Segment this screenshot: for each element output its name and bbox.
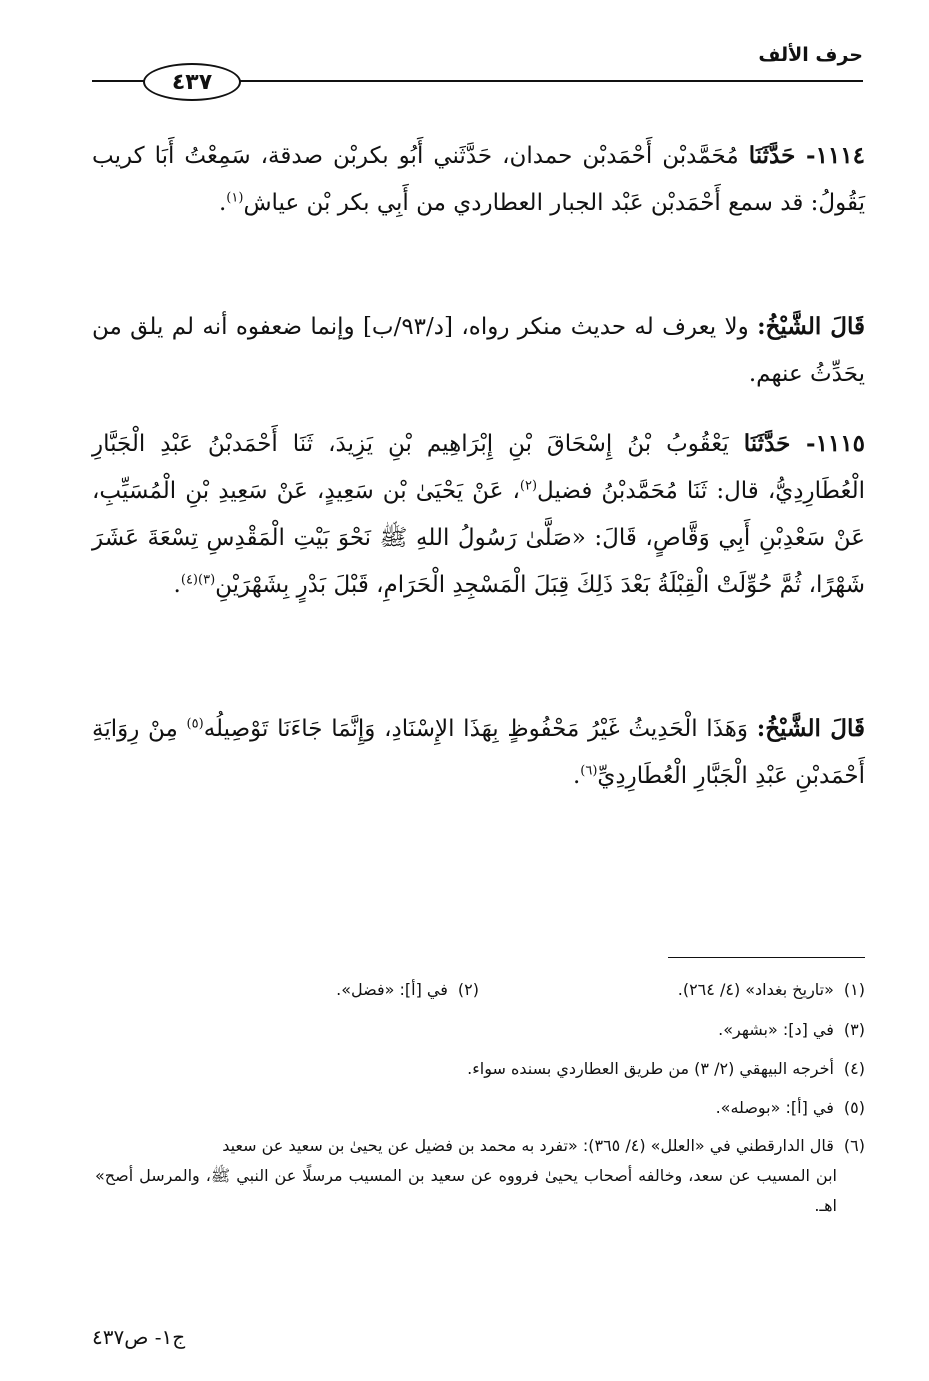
footnote-1-num: (١) [843, 980, 865, 999]
sheikh-comment-2-lead: قَالَ الشَّيْخُ: [756, 715, 865, 742]
sheikh-comment-1 [92, 303, 865, 398]
footnote-1-text: «تاريخ بغداد» (٤/ ٢٦٤). [677, 980, 834, 999]
running-header-title: حرف الألف [758, 44, 863, 66]
footnote-5-text: في [أ]: «بوصله». [715, 1098, 834, 1117]
footnote-6 [95, 1131, 865, 1221]
sheikh-comment-2-text-b: مِنْ رِوَايَةِ أَحْمَدبْنِ عَبْدِ الْجَبَّارِ الْعُطَارِدِيِّ [92, 716, 865, 789]
page-number: ٤٣٧ [171, 69, 213, 95]
hadith-1115 [92, 420, 865, 609]
footnote-4 [467, 1054, 865, 1084]
footnote-ref-3-4: (٣)(٤) [180, 572, 216, 588]
hadith-1115-text-a: يَعْقُوبُ بْنُ إِسْحَاقَ بْنِ إِبْرَاهِيم بْنِ يَزِيدَ، ثَنَا أَحْمَدبْنُ عَبْدِ الْجَبَّارِ الْعُطَارِدِيُّ، قال: ثَنَا مُحَمَّدبْنُ فضيل [92, 431, 865, 504]
footnote-6-num: (٦) [843, 1136, 865, 1155]
footnote-6-text-first: قال الدارقطني في «العلل» (٤/ ٣٦٥): «تفرد به محمد بن فضيل عن يحيىٰ بن سعيد عن سعيد [222, 1136, 834, 1155]
footnote-3-text: في [د]: «بشهر». [718, 1020, 834, 1039]
hadith-1115-lead: ١١١٥- حَدَّثَنَا [743, 430, 865, 457]
footnote-1 [678, 975, 865, 1005]
footnote-4-text: أخرجه البيهقي (٢/ ٣) من طريق العطاردي بسنده سواء. [467, 1059, 834, 1078]
page-footer-reference: ج١- ص٤٣٧ [92, 1325, 186, 1349]
hadith-1114-end: . [218, 190, 227, 216]
hadith-1114 [92, 132, 865, 227]
footnote-2 [336, 975, 479, 1005]
hadith-1115-text-b: ، عَنْ يَحْيَىٰ بْن سَعِيدٍ، عَنْ سَعِيدِ بْنِ الْمُسَيِّبِ، عَنْ سَعْدِبْنِ أَبِي وَقَّاصٍ، قَالَ: «صَلَّىٰ رَسُولُ اللهِ ﷺ نَحْوَ بَيْتِ الْمَقْدِسِ تِسْعَةَ عَشَرَ شَهْرًا، ثُمَّ حُوِّلَتْ الْقِبْلَةُ بَعْدَ ذَلِكَ قِبَلَ الْمَسْجِدِ الْحَرَامِ، قَبْلَ بَدْرٍ بِشَهْرَيْنِ [92, 478, 865, 598]
footnote-4-num: (٤) [843, 1059, 865, 1078]
hadith-1115-end: . [173, 572, 181, 598]
sheikh-comment-2 [92, 705, 865, 800]
footnote-5-num: (٥) [843, 1098, 865, 1117]
sheikh-comment-1-text: ولا يعرف له حديث منكر رواه، [د/٩٣/ب] وإنما ضعفوه أنه لم يلق من يحَدِّثُ عنهم. [92, 314, 865, 387]
sheikh-comment-2-text-a: وَهَذَا الْحَدِيثُ غَيْرُ مَحْفُوظٍ بِهَذَا الإِسْنَادِ، وَإِنَّمَا جَاءَنَا تَوْصِيلُه [203, 716, 749, 742]
footnote-3 [718, 1015, 865, 1045]
hadith-1114-text: مُحَمَّدبْن أَحْمَدبْن حمدان، حَدَّثَني أَبُو بكربْن صدقة، سَمِعْتُ أَبَا كريب يَقُولُ: قد سمع أَحْمَدبْن عَبْد الجبار العطاردي من أَبِي بكر بْن عياش [92, 143, 865, 216]
sheikh-comment-2-end: . [572, 763, 581, 789]
footnote-3-num: (٣) [843, 1020, 865, 1039]
footnote-separator [668, 957, 865, 958]
footnote-ref-5: (٥) [186, 716, 204, 732]
footnote-ref-1: (١) [226, 190, 244, 206]
footnote-ref-2: (٢) [519, 478, 538, 494]
footnote-ref-6: (٦) [580, 763, 598, 779]
footnote-6-text-rest: ابن المسيب عن سعد، وخالفه أصحاب يحيىٰ فرووه عن سعيد بن المسيب مرسلًا عن النبي ﷺ، والمرسل أصح» اهـ. [95, 1166, 837, 1215]
page-number-badge [143, 63, 241, 101]
footnote-5 [716, 1093, 865, 1123]
sheikh-comment-1-lead: قَالَ الشَّيْخُ: [757, 313, 866, 340]
footnote-2-text: في [أ]: «فضل». [336, 980, 448, 999]
hadith-1114-lead: ١١١٤- حَدَّثَنَا [748, 142, 865, 169]
footnote-2-num: (٢) [457, 980, 479, 999]
